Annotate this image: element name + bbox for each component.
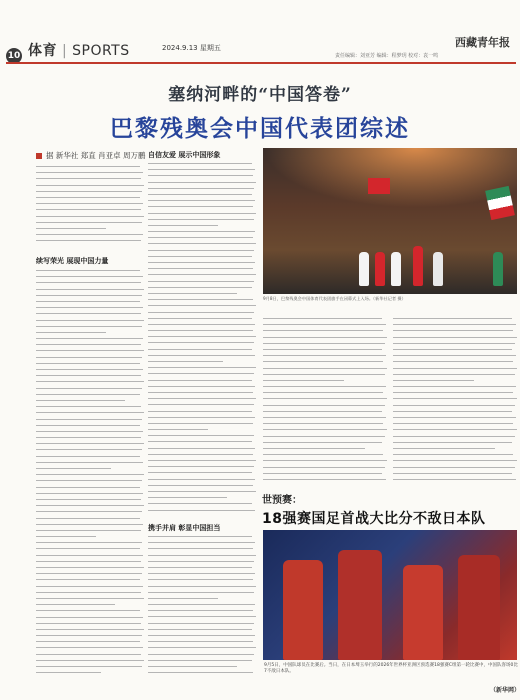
text-line xyxy=(263,411,382,412)
text-line xyxy=(36,350,144,351)
text-line xyxy=(148,579,253,580)
text-line xyxy=(36,338,143,339)
text-line xyxy=(148,182,256,183)
text-line xyxy=(148,411,252,412)
text-line xyxy=(36,388,142,389)
text-line xyxy=(36,363,140,364)
text-line xyxy=(148,647,256,648)
text-line xyxy=(393,479,516,480)
text-line xyxy=(36,505,144,506)
page-number: 10 xyxy=(6,48,22,64)
text-line xyxy=(148,567,252,568)
text-line xyxy=(148,262,255,263)
text-line xyxy=(36,344,141,345)
text-line xyxy=(148,472,252,473)
text-line xyxy=(263,467,385,468)
text-line xyxy=(36,573,142,574)
text-line xyxy=(393,343,515,344)
text-line xyxy=(36,381,144,382)
text-line xyxy=(36,228,106,229)
body-column-1a xyxy=(36,166,144,250)
text-line xyxy=(36,216,144,217)
page-header xyxy=(0,0,520,62)
player-figure xyxy=(283,560,323,660)
text-line xyxy=(263,460,387,461)
text-line xyxy=(148,536,252,537)
text-line xyxy=(148,293,237,294)
text-line xyxy=(393,405,515,406)
player-figure xyxy=(458,555,500,660)
text-line xyxy=(148,423,253,424)
text-line xyxy=(36,240,141,241)
text-line xyxy=(36,295,142,296)
text-line xyxy=(148,641,253,642)
text-line xyxy=(393,411,512,412)
text-line xyxy=(393,392,513,393)
text-line xyxy=(36,511,142,512)
text-line xyxy=(393,361,513,362)
text-line xyxy=(36,641,140,642)
text-line xyxy=(148,250,254,251)
text-line xyxy=(263,337,387,338)
text-line xyxy=(148,604,255,605)
text-line xyxy=(36,579,140,580)
text-line xyxy=(148,324,255,325)
body-column-2a xyxy=(148,163,256,518)
text-line xyxy=(36,289,144,290)
flag-shape xyxy=(368,178,390,194)
text-line xyxy=(148,305,256,306)
text-line xyxy=(148,237,253,238)
text-line xyxy=(148,163,252,164)
subhead-2: 自信友爱 展示中国形象 xyxy=(148,151,221,159)
photo1-caption: 9月8日，巴黎残奥会中国体育代表团旗手在闭幕式上入场。（新华社记者 摄） xyxy=(263,296,406,301)
text-line xyxy=(393,423,513,424)
text-line xyxy=(263,479,386,480)
text-line xyxy=(393,386,516,387)
text-line xyxy=(36,443,144,444)
byline-marker-icon xyxy=(36,153,42,159)
text-line xyxy=(393,442,512,443)
text-line xyxy=(148,367,256,368)
text-line xyxy=(263,349,382,350)
text-line xyxy=(36,282,141,283)
football-players-photo xyxy=(263,530,517,660)
text-line xyxy=(36,666,142,667)
text-line xyxy=(393,460,517,461)
text-line xyxy=(148,281,254,282)
article-headline: 巴黎残奥会中国代表团综述 xyxy=(110,116,410,142)
text-line xyxy=(148,548,253,549)
text-line xyxy=(263,355,386,356)
text-line xyxy=(36,178,141,179)
text-line xyxy=(263,442,382,443)
text-line xyxy=(36,493,143,494)
text-line xyxy=(148,256,252,257)
text-line xyxy=(148,429,208,430)
text-line xyxy=(36,425,140,426)
text-line xyxy=(36,166,140,167)
text-line xyxy=(263,324,386,325)
text-line xyxy=(148,592,254,593)
text-line xyxy=(393,324,516,325)
text-line xyxy=(36,474,144,475)
article-kicker: 塞纳河畔的“中国答卷” xyxy=(168,85,352,105)
text-line xyxy=(263,368,387,369)
text-line xyxy=(36,234,143,235)
paper-name: 西藏青年报 xyxy=(455,36,510,49)
text-line xyxy=(36,172,143,173)
text-line xyxy=(263,386,386,387)
person-figure xyxy=(413,246,423,286)
text-line xyxy=(148,586,256,587)
text-line xyxy=(36,586,143,587)
text-line xyxy=(36,276,143,277)
text-line xyxy=(148,219,254,220)
text-line xyxy=(148,188,254,189)
text-line xyxy=(393,368,517,369)
text-line xyxy=(148,361,223,362)
text-line xyxy=(148,629,252,630)
text-line xyxy=(393,330,513,331)
text-line xyxy=(36,357,142,358)
text-line xyxy=(36,468,111,469)
text-line xyxy=(148,510,255,511)
text-line xyxy=(148,355,255,356)
text-line xyxy=(36,548,140,549)
text-line xyxy=(263,374,385,375)
text-line xyxy=(263,448,365,449)
text-line xyxy=(36,332,106,333)
text-line xyxy=(263,423,383,424)
text-line xyxy=(148,460,256,461)
text-line xyxy=(36,567,144,568)
text-line xyxy=(148,485,253,486)
text-line xyxy=(263,343,385,344)
text-line xyxy=(148,666,237,667)
text-line xyxy=(148,491,256,492)
text-line xyxy=(148,610,253,611)
body-column-3 xyxy=(263,318,387,486)
text-line xyxy=(148,672,253,673)
text-line xyxy=(148,561,254,562)
section-title: 体育 | SPORTS xyxy=(28,43,130,59)
text-line xyxy=(148,169,255,170)
text-line xyxy=(148,225,218,226)
text-line xyxy=(36,326,142,327)
text-line xyxy=(393,337,517,338)
text-line xyxy=(36,660,144,661)
text-line xyxy=(263,454,383,455)
text-line xyxy=(36,185,144,186)
text-line xyxy=(148,555,256,556)
text-line xyxy=(148,336,256,337)
text-line xyxy=(148,454,253,455)
text-line xyxy=(393,454,513,455)
text-line xyxy=(36,617,143,618)
text-line xyxy=(36,191,142,192)
text-line xyxy=(148,206,253,207)
text-line xyxy=(393,355,516,356)
person-figure xyxy=(359,252,369,286)
text-line xyxy=(36,462,143,463)
text-line xyxy=(148,268,253,269)
text-line xyxy=(393,374,515,375)
text-line xyxy=(148,392,253,393)
text-line xyxy=(36,555,143,556)
text-line xyxy=(36,437,141,438)
text-line xyxy=(393,318,512,319)
text-line xyxy=(148,299,253,300)
subhead-3: 携手并肩 彰显中国担当 xyxy=(148,524,221,532)
text-line xyxy=(36,487,140,488)
text-line xyxy=(393,429,517,430)
section-en: SPORTS xyxy=(72,43,130,59)
body-column-4 xyxy=(393,318,517,486)
text-line xyxy=(36,610,140,611)
text-line xyxy=(263,417,386,418)
text-line xyxy=(263,330,383,331)
text-line xyxy=(393,398,517,399)
closing-ceremony-photo xyxy=(263,148,517,294)
text-line xyxy=(36,197,140,198)
date-text: 2024.9.13 xyxy=(162,44,198,52)
weekday-text: 星期五 xyxy=(199,44,221,52)
text-line xyxy=(393,467,515,468)
text-line xyxy=(148,200,255,201)
text-line xyxy=(148,435,254,436)
text-line xyxy=(36,307,143,308)
text-line xyxy=(148,398,256,399)
byline xyxy=(36,150,146,161)
text-line xyxy=(36,647,143,648)
text-line xyxy=(148,448,255,449)
text-line xyxy=(263,473,382,474)
text-line xyxy=(36,536,96,537)
text-line xyxy=(36,400,125,401)
text-line xyxy=(148,623,254,624)
body-column-2b xyxy=(148,536,256,682)
text-line xyxy=(148,194,252,195)
person-figure xyxy=(493,252,503,286)
text-line xyxy=(148,380,252,381)
football-headline: 18强赛国足首战大比分不敌日本队 xyxy=(262,511,486,527)
text-line xyxy=(36,222,142,223)
text-line xyxy=(36,375,141,376)
text-line xyxy=(36,518,140,519)
source-credit: （新华网） xyxy=(490,687,520,694)
text-line xyxy=(148,479,255,480)
text-line xyxy=(36,592,141,593)
person-figure xyxy=(375,252,385,286)
text-line xyxy=(36,301,140,302)
text-line xyxy=(36,542,142,543)
text-line xyxy=(36,209,141,210)
text-line xyxy=(148,441,252,442)
text-line xyxy=(36,449,142,450)
text-line xyxy=(148,342,254,343)
issue-date xyxy=(162,43,221,53)
text-line xyxy=(263,380,344,381)
text-line xyxy=(148,349,252,350)
text-line xyxy=(36,530,141,531)
text-line xyxy=(36,672,101,673)
text-line xyxy=(36,524,143,525)
text-line xyxy=(148,318,252,319)
text-line xyxy=(36,203,143,204)
text-line xyxy=(36,499,141,500)
text-line xyxy=(148,635,255,636)
byline-text: 据 新华社 郑直 肖亚卓 周万鹏 xyxy=(46,151,146,160)
player-figure xyxy=(338,550,382,660)
editor-credits: 责任编辑：刘亚芳 编辑：程梦玥 校对：袁一鸣 xyxy=(335,53,439,59)
text-line xyxy=(263,392,383,393)
text-line xyxy=(393,380,474,381)
text-line xyxy=(36,320,144,321)
person-figure xyxy=(391,252,401,286)
text-line xyxy=(148,542,255,543)
text-line xyxy=(263,429,387,430)
text-line xyxy=(263,436,385,437)
text-line xyxy=(36,394,140,395)
text-line xyxy=(148,274,256,275)
text-line xyxy=(393,473,512,474)
text-line xyxy=(36,456,140,457)
text-line xyxy=(36,431,143,432)
text-line xyxy=(148,660,252,661)
subhead-1: 续写荣光 展现中国力量 xyxy=(36,257,109,265)
text-line xyxy=(148,373,254,374)
text-line xyxy=(148,231,255,232)
text-line xyxy=(36,629,144,630)
person-figure xyxy=(433,252,443,286)
text-line xyxy=(148,386,255,387)
text-line xyxy=(148,213,256,214)
text-line xyxy=(36,561,141,562)
text-line xyxy=(263,398,387,399)
text-line xyxy=(393,417,516,418)
text-line xyxy=(263,405,385,406)
text-line xyxy=(36,480,142,481)
wc-qualifier-label: 世预赛： xyxy=(262,495,302,506)
text-line xyxy=(36,313,141,314)
text-line xyxy=(36,654,141,655)
text-line xyxy=(148,654,254,655)
text-line xyxy=(36,419,142,420)
text-line xyxy=(148,598,218,599)
text-line xyxy=(36,406,141,407)
text-line xyxy=(148,573,255,574)
text-line xyxy=(393,436,515,437)
text-line xyxy=(148,497,227,498)
text-line xyxy=(36,635,142,636)
text-line xyxy=(393,448,495,449)
text-line xyxy=(393,349,512,350)
text-line xyxy=(148,243,256,244)
section-cn: 体育 xyxy=(28,43,57,59)
text-line xyxy=(148,503,252,504)
text-line xyxy=(148,616,256,617)
text-line xyxy=(148,404,254,405)
text-line xyxy=(148,175,253,176)
header-rule xyxy=(6,62,516,64)
player-figure xyxy=(403,565,443,660)
text-line xyxy=(263,361,383,362)
text-line xyxy=(148,417,255,418)
text-line xyxy=(148,312,254,313)
text-line xyxy=(263,318,382,319)
text-line xyxy=(148,330,253,331)
photo2-caption: 9月5日，中国队球员在比赛后。当日，在日本埼玉举行的2026年世界杯亚洲区预选赛18强赛C组第一轮比赛中，中国队客场0比7不敌日本队。 xyxy=(264,663,518,674)
text-line xyxy=(36,412,144,413)
text-line xyxy=(36,623,141,624)
text-line xyxy=(36,369,143,370)
text-line xyxy=(36,604,115,605)
text-line xyxy=(148,466,254,467)
body-column-1b xyxy=(36,270,144,682)
text-line xyxy=(36,598,144,599)
text-line xyxy=(36,270,140,271)
text-line xyxy=(148,287,252,288)
